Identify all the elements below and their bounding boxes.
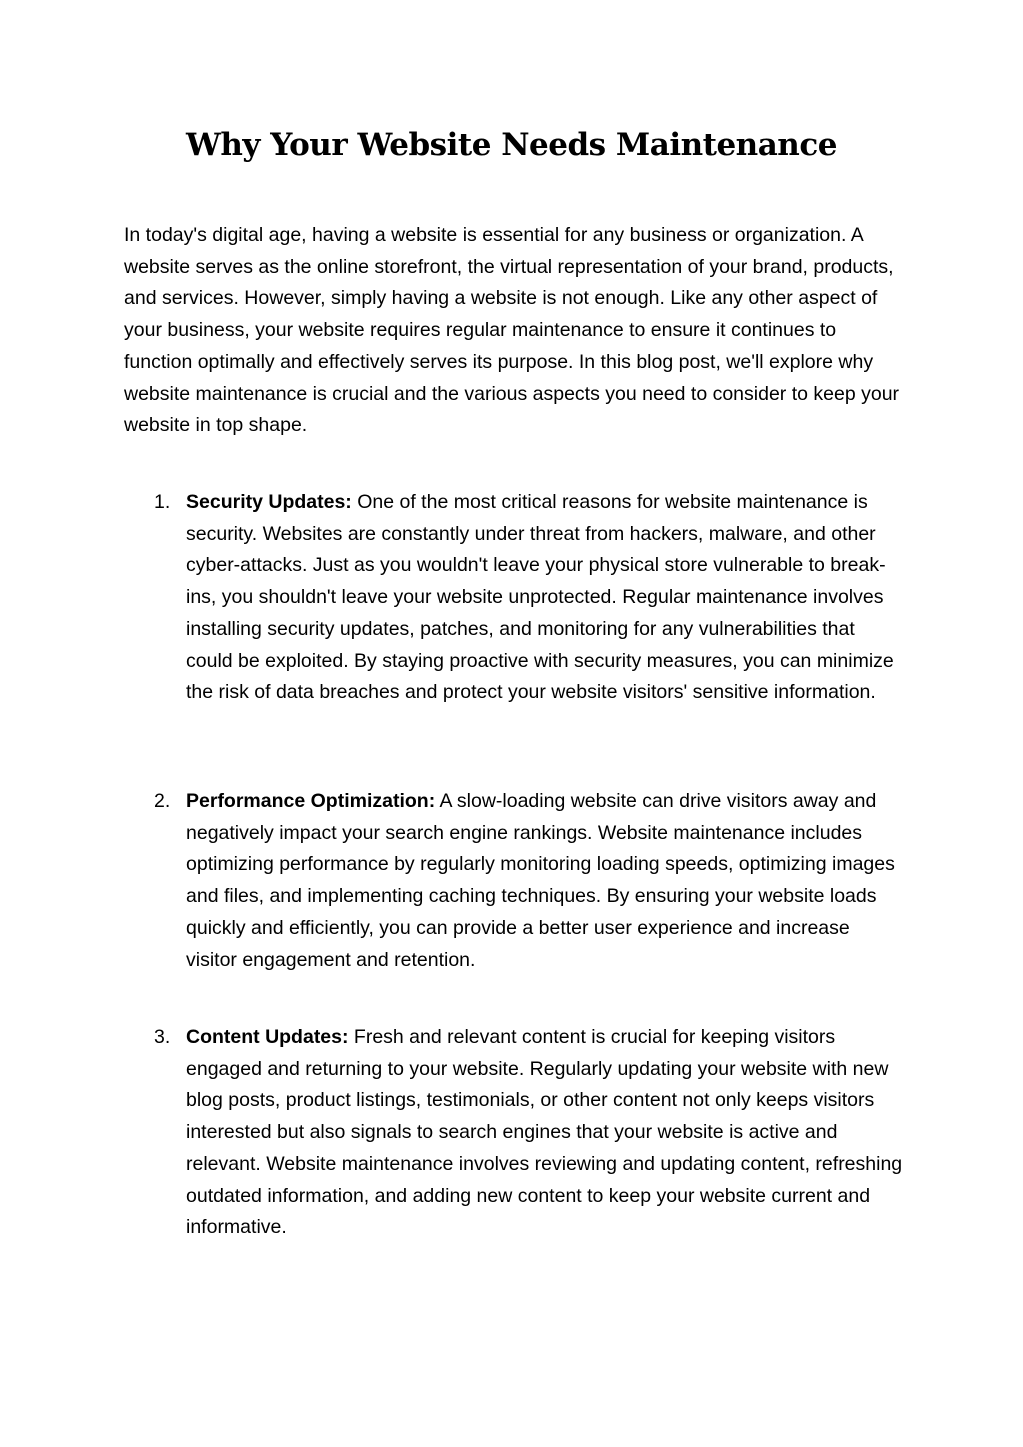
- list-item-text: [186, 786, 906, 976]
- list-item-number: 1.: [154, 491, 171, 513]
- intro-paragraph: In today's digital age, having a website is essential for any business or organization. A website serves as the online storefront, the virtual representation of your brand, products, and services. However, simply having a website is not enough. Like any other aspect of your business, your website requires regular maintenance to ensure it continues to function optimally and effectively serves its purpose. In this blog post, we'll explore why website maintenance is crucial and the various aspects you need to consider to keep your website in top shape.: [124, 224, 900, 437]
- list-item-number: 2.: [154, 790, 171, 812]
- list-item-body: One of the most critical reasons for website maintenance is security. Websites are constantly under threat from hackers, malware, and other cyber-attacks. Just as you wouldn't leave your physical store vulnerable to break-ins, you shouldn't leave your website unprotected. Regular maintenance involves installing security updates, patches, and monitoring for any vulnerabilities that could be exploited. By staying proactive with security measures, you can minimize the risk of data breaches and protect your website visitors' sensitive information.: [186, 491, 894, 704]
- document-title: Why Your Website Needs Maintenance: [186, 127, 837, 163]
- list-item-number: 3.: [154, 1026, 171, 1048]
- list-item-heading: Security Updates:: [186, 491, 352, 513]
- list-item-text: [186, 1022, 906, 1244]
- list-item-body: Fresh and relevant content is crucial for keeping visitors engaged and returning to your website. Regularly updating your website with new blog posts, product listings, testimonials, or other content not only keeps visitors interested but also signals to search engines that your website is active and relevant. Website maintenance involves reviewing and updating content, refreshing outdated information, and adding new content to keep your website current and informative.: [186, 1026, 903, 1239]
- list-item-body: A slow-loading website can drive visitors away and negatively impact your search engine rankings. Website maintenance includes optimizing performance by regularly monitoring loading speeds, optimizing images and files, and implementing caching techniques. By ensuring your website loads quickly and efficiently, you can provide a better user experience and increase visitor engagement and retention.: [186, 790, 895, 971]
- list-item-heading: Content Updates:: [186, 1026, 349, 1048]
- list-item-text: [186, 487, 906, 709]
- list-item-heading: Performance Optimization:: [186, 790, 436, 812]
